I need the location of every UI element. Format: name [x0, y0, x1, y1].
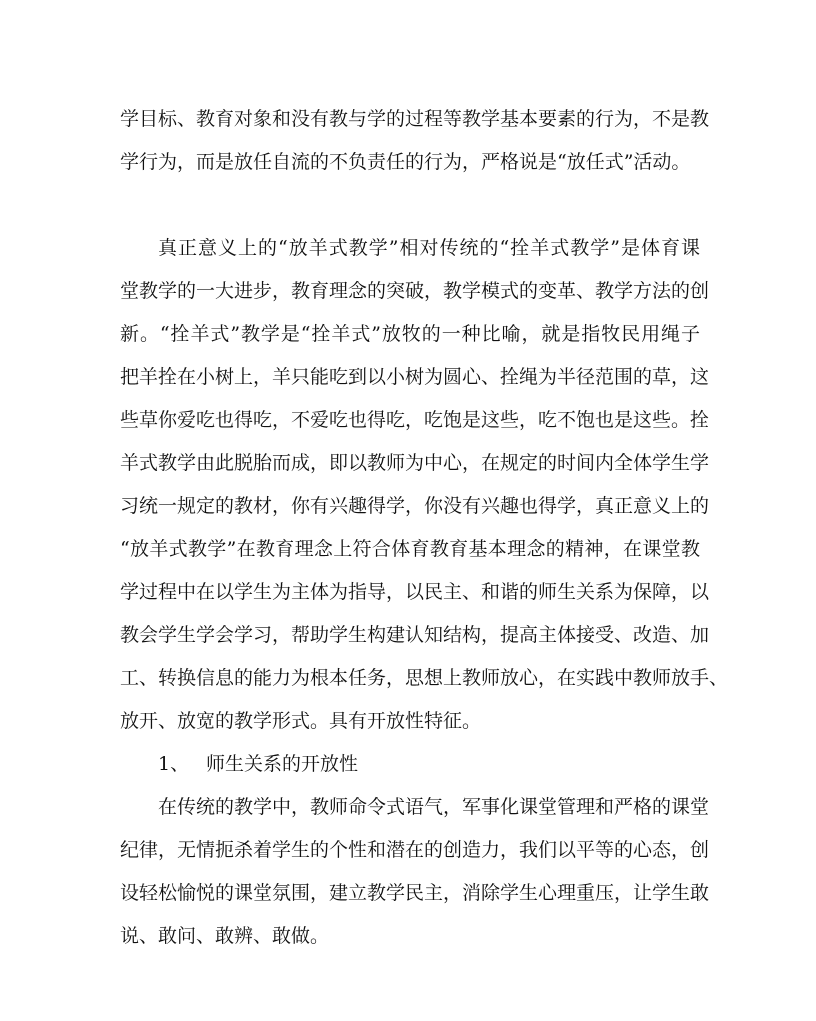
paragraph-line: 纪律，无情扼杀着学生的个性和潜在的创造力，我们以平等的心态，创: [120, 839, 710, 861]
paragraph-line: 学过程中在以学生为主体为指导，以民主、和谐的师生关系为保障，以: [120, 581, 710, 603]
paragraph-line: 放开、放宽的教学形式。具有开放性特征。: [120, 710, 482, 732]
paragraph-line: 习统一规定的教材，你有兴趣得学，你没有兴趣也得学，真正意义上的: [120, 495, 710, 517]
paragraph-line: 设轻松愉悦的课堂氛围，建立教学民主，消除学生心理重压，让学生敢: [120, 882, 710, 904]
paragraph-line: 说、敢问、敢辨、敢做。: [120, 925, 330, 947]
paragraph-line: 工、转换信息的能力为根本任务，思想上教师放心，在实践中教师放手、: [120, 667, 729, 689]
paragraph-line: 新。“拴羊式”教学是“拴羊式”放牧的一种比喻，就是指牧民用绳子: [120, 323, 700, 345]
list-item: [158, 752, 358, 776]
list-label: 师生关系的开放性: [206, 753, 359, 775]
paragraph-line: 教会学生学会学习，帮助学生构建认知结构，提高主体接受、改造、加: [120, 624, 710, 646]
paragraph-line: 堂教学的一大进步，教育理念的突破，教学模式的变革、教学方法的创: [120, 280, 710, 302]
paragraph-line: 学目标、教育对象和没有教与学的过程等教学基本要素的行为，不是教: [120, 108, 710, 130]
paragraph-line: 把羊拴在小树上，羊只能吃到以小树为圆心、拴绳为半径范围的草，这: [120, 366, 710, 388]
paragraph-line: 学行为，而是放任自流的不负责任的行为，严格说是“放任式”活动。: [120, 151, 691, 173]
paragraph-line: 羊式教学由此脱胎而成，即以教师为中心，在规定的时间内全体学生学: [120, 452, 710, 474]
paragraph-line: 在传统的教学中，教师命令式语气，军事化课堂管理和严格的课堂: [158, 796, 710, 818]
paragraph-line: 些草你爱吃也得吃，不爱吃也得吃，吃饱是这些，吃不饱也是这些。拴: [120, 409, 710, 431]
list-number: 1、: [158, 753, 190, 775]
paragraph-line: 真正意义上的“放羊式教学”相对传统的“拴羊式教学”是体育课: [158, 237, 700, 259]
paragraph-line: “放羊式教学”在教育理念上符合体育教育基本理念的精神，在课堂教: [120, 538, 700, 560]
